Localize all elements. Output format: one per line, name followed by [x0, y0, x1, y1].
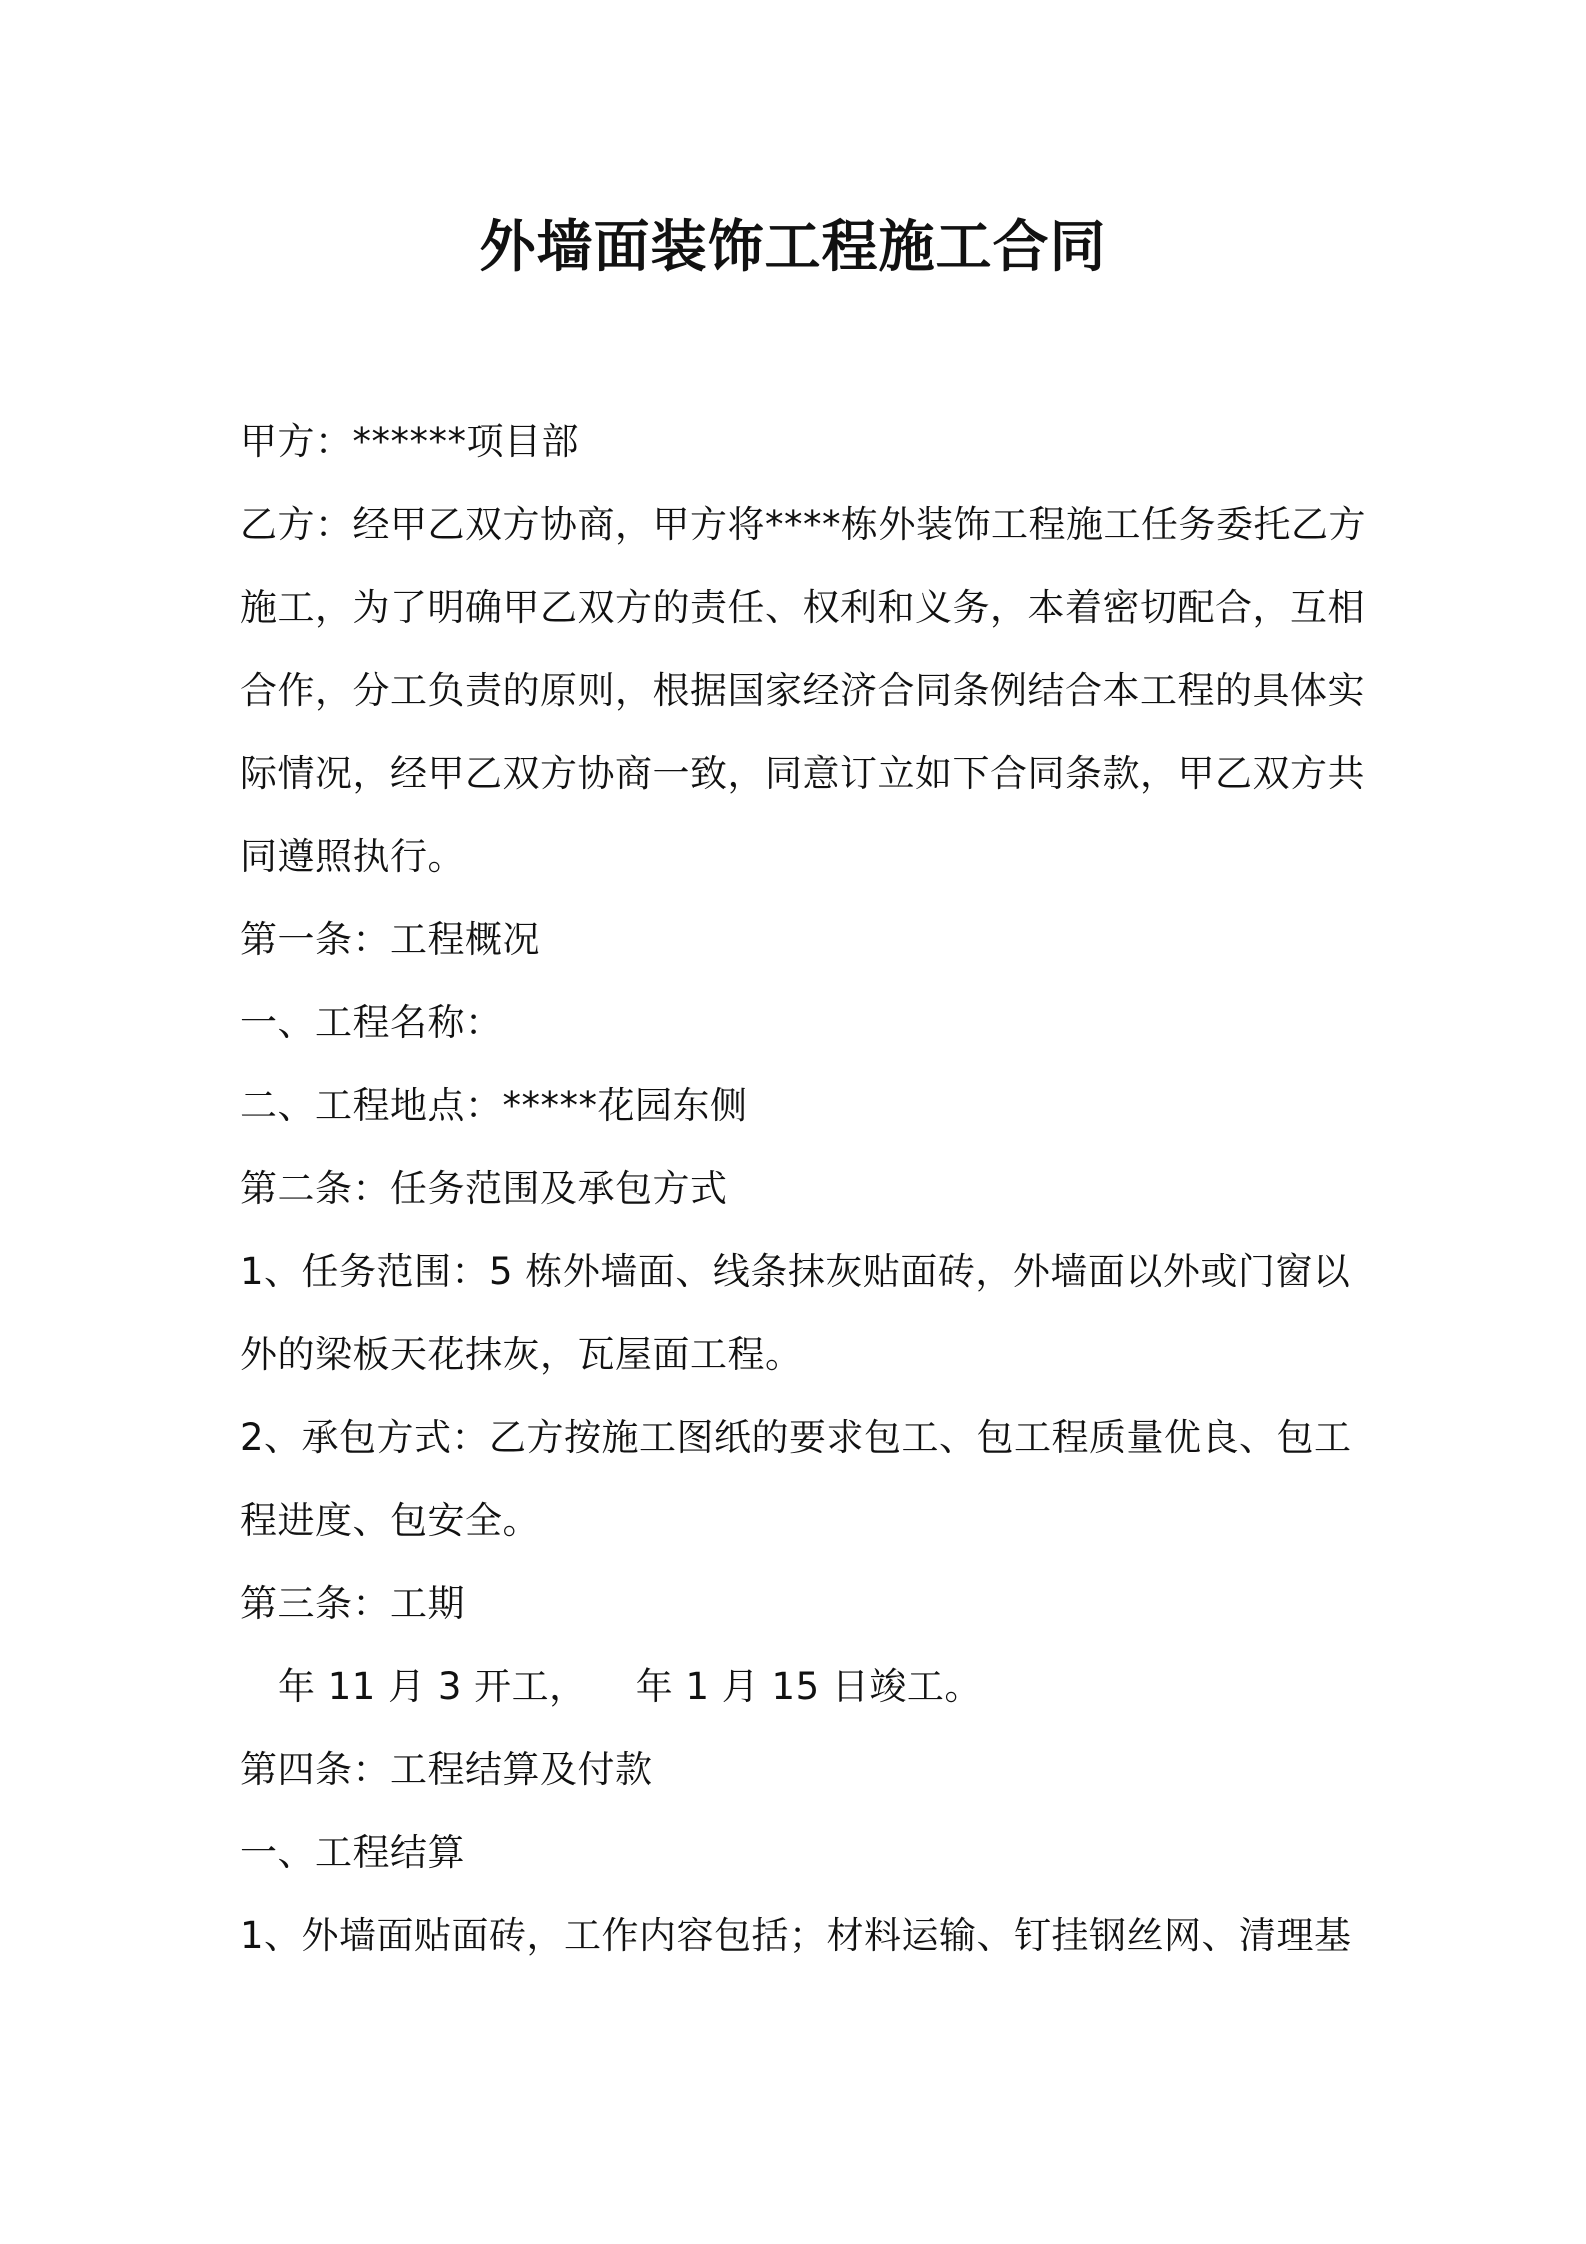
party-b-intro-line-4: 际情况，经甲乙双方协商一致，同意订立如下合同条款，甲乙双方共	[240, 752, 1365, 795]
article-3-heading: 第三条：工期	[240, 1582, 465, 1625]
article-2-item-1-line-2: 外的梁板天花抹灰，瓦屋面工程。	[240, 1333, 803, 1376]
party-a-line: 甲方：******项目部	[240, 420, 579, 463]
party-b-intro-line-3: 合作，分工负责的原则，根据国家经济合同条例结合本工程的具体实	[240, 669, 1365, 712]
article-4-item-1: 1、外墙面贴面砖，工作内容包括；材料运输、钉挂钢丝网、清理基	[240, 1914, 1352, 1957]
article-2-item-1-line-1: 1、任务范围：5 栋外墙面、线条抹灰贴面砖，外墙面以外或门窗以	[240, 1250, 1351, 1293]
article-2-item-2-line-1: 2、承包方式：乙方按施工图纸的要求包工、包工程质量优良、包工	[240, 1416, 1352, 1459]
article-4-heading: 第四条：工程结算及付款	[240, 1748, 653, 1791]
document-title: 外墙面装饰工程施工合同	[479, 215, 1107, 280]
article-1-item-2: 二、工程地点：*****花园东侧	[240, 1084, 748, 1127]
party-b-intro-line-1: 乙方：经甲乙双方协商，甲方将****栋外装饰工程施工任务委托乙方	[240, 503, 1366, 546]
document-body	[240, 400, 1366, 1977]
article-4-subsection-1: 一、工程结算	[240, 1831, 465, 1874]
party-b-intro-line-5: 同遵照执行。	[240, 835, 465, 878]
article-3-schedule: 年 11 月 3 开工， 年 1 月 15 日竣工。	[278, 1665, 982, 1708]
article-2-heading: 第二条：任务范围及承包方式	[240, 1167, 728, 1210]
article-1-item-1: 一、工程名称：	[240, 1001, 503, 1044]
article-2-item-2-line-2: 程进度、包安全。	[240, 1499, 540, 1542]
article-1-heading: 第一条：工程概况	[240, 918, 540, 961]
party-b-intro-line-2: 施工，为了明确甲乙双方的责任、权利和义务，本着密切配合，互相	[240, 586, 1365, 629]
